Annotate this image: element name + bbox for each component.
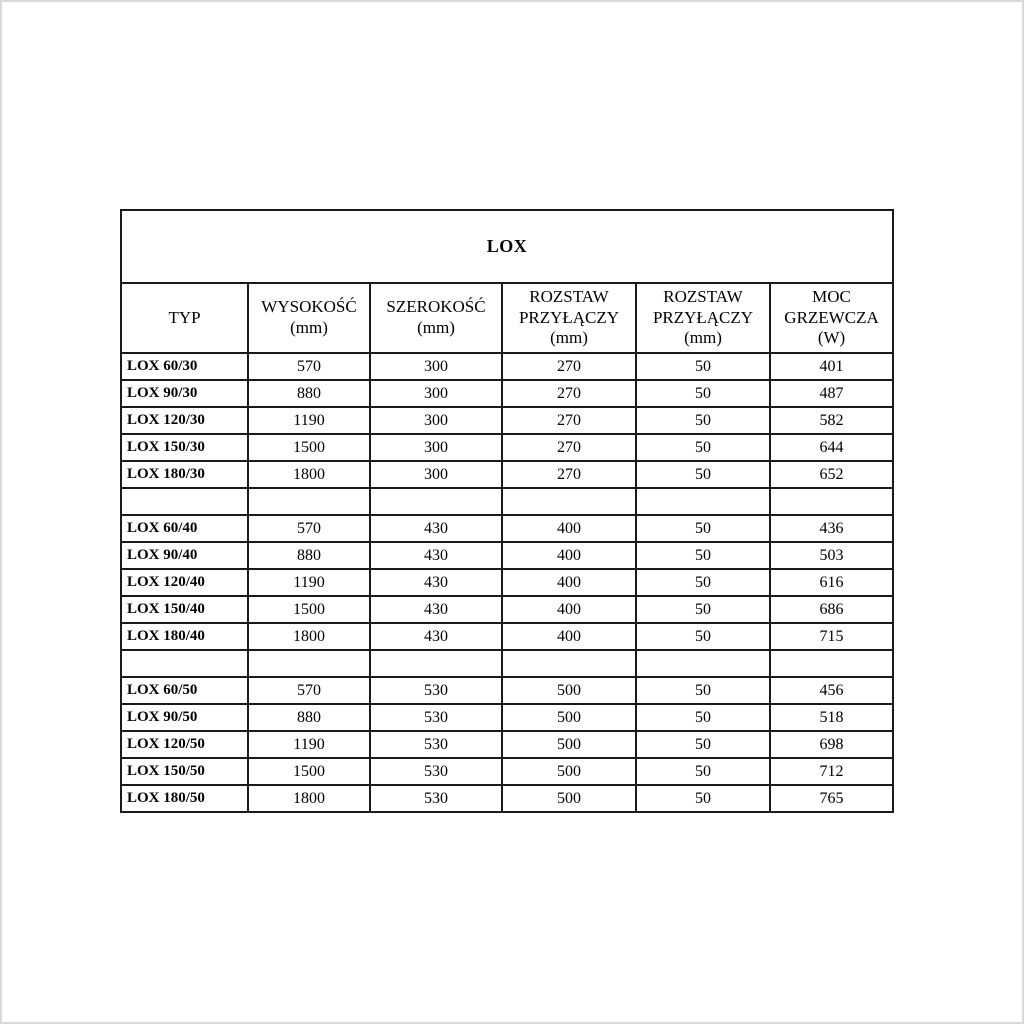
cell-value: 1190 — [248, 569, 370, 596]
column-header-unit: (mm) — [290, 318, 328, 337]
spacer-cell — [121, 488, 248, 515]
column-header-label: SZEROKOŚĆ — [386, 297, 486, 317]
cell-value: 270 — [502, 434, 636, 461]
cell-value: 616 — [770, 569, 893, 596]
column-header-label: ROZSTAW PRZYŁĄCZY — [652, 286, 754, 327]
cell-value: 430 — [370, 542, 502, 569]
cell-value: 50 — [636, 569, 770, 596]
spacer-cell — [636, 650, 770, 677]
spacer-cell — [636, 488, 770, 515]
table-row — [121, 785, 893, 812]
cell-value: 652 — [770, 461, 893, 488]
cell-typ: LOX 90/30 — [121, 380, 248, 407]
cell-value: 456 — [770, 677, 893, 704]
cell-value: 50 — [636, 461, 770, 488]
cell-value: 400 — [502, 596, 636, 623]
column-header-label: MOC GRZEWCZA — [784, 286, 879, 327]
column-header-unit: (mm) — [550, 328, 588, 348]
table-row — [121, 623, 893, 650]
cell-value: 530 — [370, 704, 502, 731]
spacer-cell — [370, 488, 502, 515]
cell-value: 300 — [370, 380, 502, 407]
cell-value: 518 — [770, 704, 893, 731]
cell-value: 50 — [636, 434, 770, 461]
table-row — [121, 461, 893, 488]
cell-value: 1190 — [248, 731, 370, 758]
cell-value: 1500 — [248, 758, 370, 785]
cell-value: 500 — [502, 785, 636, 812]
spacer-cell — [121, 650, 248, 677]
cell-value: 430 — [370, 569, 502, 596]
cell-value: 50 — [636, 785, 770, 812]
cell-value: 698 — [770, 731, 893, 758]
cell-value: 570 — [248, 353, 370, 380]
cell-value: 50 — [636, 515, 770, 542]
cell-typ: LOX 60/30 — [121, 353, 248, 380]
column-header — [502, 283, 636, 353]
cell-value: 50 — [636, 407, 770, 434]
cell-value: 503 — [770, 542, 893, 569]
table-row — [121, 731, 893, 758]
table-title-row — [121, 210, 893, 283]
cell-value: 50 — [636, 677, 770, 704]
column-header — [370, 283, 502, 353]
cell-value: 400 — [502, 542, 636, 569]
cell-value: 500 — [502, 758, 636, 785]
cell-value: 1800 — [248, 623, 370, 650]
cell-typ: LOX 150/30 — [121, 434, 248, 461]
column-header-label: ROZSTAW PRZYŁĄCZY — [518, 286, 620, 327]
cell-value: 582 — [770, 407, 893, 434]
column-header — [636, 283, 770, 353]
cell-typ: LOX 120/30 — [121, 407, 248, 434]
cell-value: 50 — [636, 596, 770, 623]
spacer-cell — [248, 650, 370, 677]
cell-value: 1800 — [248, 461, 370, 488]
cell-typ: LOX 90/40 — [121, 542, 248, 569]
column-header-unit: (W) — [817, 328, 846, 348]
spacer-cell — [502, 650, 636, 677]
spacer-cell — [248, 488, 370, 515]
cell-value: 487 — [770, 380, 893, 407]
table-row — [121, 434, 893, 461]
cell-value: 686 — [770, 596, 893, 623]
cell-value: 500 — [502, 704, 636, 731]
cell-typ: LOX 60/50 — [121, 677, 248, 704]
spacer-cell — [502, 488, 636, 515]
cell-typ: LOX 180/50 — [121, 785, 248, 812]
spacer-cell — [370, 650, 502, 677]
cell-value: 401 — [770, 353, 893, 380]
cell-value: 300 — [370, 407, 502, 434]
cell-value: 530 — [370, 785, 502, 812]
cell-value: 570 — [248, 515, 370, 542]
cell-value: 400 — [502, 515, 636, 542]
cell-value: 400 — [502, 569, 636, 596]
cell-value: 430 — [370, 515, 502, 542]
cell-value: 50 — [636, 704, 770, 731]
cell-typ: LOX 180/40 — [121, 623, 248, 650]
spacer-row — [121, 650, 893, 677]
lox-spec-table — [120, 209, 894, 813]
cell-typ: LOX 120/40 — [121, 569, 248, 596]
column-header-label: WYSOKOŚĆ — [261, 297, 357, 317]
cell-value: 270 — [502, 461, 636, 488]
cell-value: 715 — [770, 623, 893, 650]
table-head-row — [121, 283, 893, 353]
cell-value: 436 — [770, 515, 893, 542]
cell-value: 1190 — [248, 407, 370, 434]
cell-value: 50 — [636, 758, 770, 785]
cell-value: 530 — [370, 677, 502, 704]
table-body — [121, 353, 893, 812]
cell-value: 644 — [770, 434, 893, 461]
table-row — [121, 542, 893, 569]
cell-typ: LOX 150/50 — [121, 758, 248, 785]
spacer-cell — [770, 488, 893, 515]
cell-typ: LOX 60/40 — [121, 515, 248, 542]
cell-value: 430 — [370, 623, 502, 650]
cell-value: 530 — [370, 758, 502, 785]
table-row — [121, 569, 893, 596]
cell-value: 50 — [636, 353, 770, 380]
cell-value: 300 — [370, 353, 502, 380]
cell-value: 270 — [502, 407, 636, 434]
cell-value: 270 — [502, 353, 636, 380]
column-header-unit: (mm) — [684, 328, 722, 348]
column-header-label: TYP — [168, 307, 201, 327]
column-header-unit: (mm) — [417, 318, 455, 337]
cell-value: 300 — [370, 461, 502, 488]
cell-value: 712 — [770, 758, 893, 785]
spacer-row — [121, 488, 893, 515]
cell-typ: LOX 150/40 — [121, 596, 248, 623]
cell-value: 1500 — [248, 434, 370, 461]
cell-value: 50 — [636, 623, 770, 650]
cell-value: 500 — [502, 677, 636, 704]
cell-value: 300 — [370, 434, 502, 461]
cell-value: 880 — [248, 380, 370, 407]
table-row — [121, 380, 893, 407]
cell-value: 430 — [370, 596, 502, 623]
table-row — [121, 407, 893, 434]
cell-value: 50 — [636, 380, 770, 407]
cell-value: 880 — [248, 542, 370, 569]
spacer-cell — [770, 650, 893, 677]
cell-value: 765 — [770, 785, 893, 812]
cell-value: 50 — [636, 542, 770, 569]
column-header — [248, 283, 370, 353]
cell-value: 1800 — [248, 785, 370, 812]
column-header — [770, 283, 893, 353]
cell-value: 50 — [636, 731, 770, 758]
table-row — [121, 353, 893, 380]
cell-value: 1500 — [248, 596, 370, 623]
cell-typ: LOX 90/50 — [121, 704, 248, 731]
table-row — [121, 677, 893, 704]
cell-value: 270 — [502, 380, 636, 407]
table-title: LOX — [121, 210, 893, 283]
table-row — [121, 596, 893, 623]
cell-typ: LOX 120/50 — [121, 731, 248, 758]
cell-value: 530 — [370, 731, 502, 758]
table-row — [121, 704, 893, 731]
table-row — [121, 515, 893, 542]
cell-value: 500 — [502, 731, 636, 758]
column-header — [121, 283, 248, 353]
cell-value: 400 — [502, 623, 636, 650]
cell-typ: LOX 180/30 — [121, 461, 248, 488]
table-row — [121, 758, 893, 785]
cell-value: 570 — [248, 677, 370, 704]
cell-value: 880 — [248, 704, 370, 731]
